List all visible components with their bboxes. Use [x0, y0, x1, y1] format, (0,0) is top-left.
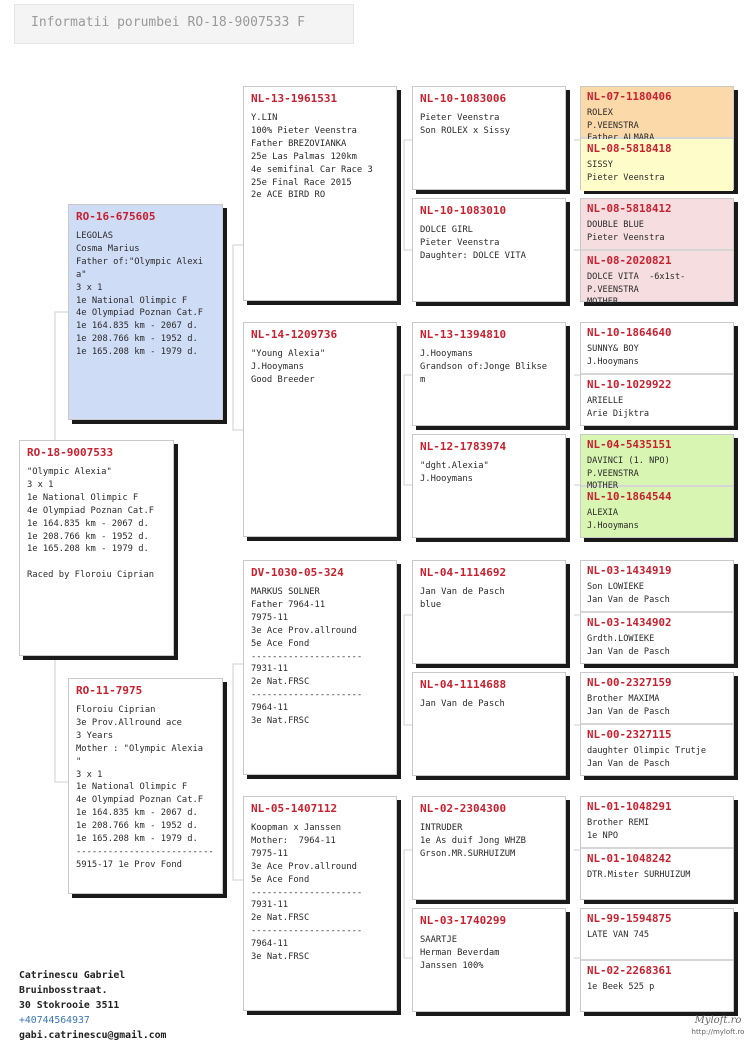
- pigeon-info: SAARTJE Herman Beverdam Janssen 100%: [420, 935, 500, 971]
- great-grandparent-card-6[interactable]: [412, 672, 566, 776]
- pigeon-info: LEGOLAS Cosma Marius Father of:"Olympic Alexi a" 3 x 1 1e National Olimpic F 4e Olympiad Poznan Cat.F 1e 164.835 km - 2067 d. 1e 208.766 km - 1952 d. 1e 165.208 km - 1979 d.: [76, 231, 204, 358]
- ring-number: NL-03-1740299: [420, 914, 507, 927]
- gg-pair-7: [580, 796, 734, 900]
- ring-number: NL-00-2327159: [587, 676, 672, 689]
- great-grandparent-card-1[interactable]: [412, 86, 566, 190]
- ring-number: NL-03-1434902: [587, 616, 672, 629]
- great-grandparent-card-7[interactable]: [412, 796, 566, 900]
- ring-number: NL-00-2327115: [587, 728, 672, 741]
- subject-pigeon-card[interactable]: [19, 440, 174, 656]
- ring-number: DV-1030-05-324: [251, 566, 344, 579]
- pigeon-info: DOLCE GIRL Pieter Veenstra Daughter: DOLCE VITA: [420, 225, 526, 261]
- gg-card-bottom[interactable]: [581, 613, 733, 665]
- gg-card-top[interactable]: [581, 199, 733, 251]
- logo-url: http://myloft.ro: [691, 1028, 745, 1036]
- pigeon-info: Jan Van de Pasch blue: [420, 587, 505, 610]
- owner-email[interactable]: gabi.catrinescu@gmail.com: [19, 1030, 167, 1041]
- gg-card-bottom[interactable]: [581, 375, 733, 427]
- ring-number: NL-10-1083010: [420, 204, 507, 217]
- logo-signature: Myloft.ro: [694, 1015, 742, 1026]
- gg-pair-5: [580, 560, 734, 664]
- ring-number: NL-10-1029922: [587, 378, 672, 391]
- pigeon-info: LATE VAN 745: [587, 930, 650, 940]
- pigeon-info: Pieter Veenstra Son ROLEX x Sissy: [420, 113, 511, 136]
- gg-card-top[interactable]: [581, 435, 733, 492]
- dam-card[interactable]: [68, 678, 223, 894]
- gg-card-top[interactable]: [581, 87, 733, 139]
- owner-name: Catrinescu Gabriel: [19, 970, 126, 981]
- pigeon-info: "Young Alexia" J.Hooymans Good Breeder: [251, 349, 326, 385]
- gg-pair-8: [580, 908, 734, 1012]
- ring-number: NL-10-1864544: [587, 490, 672, 503]
- gg-card-bottom[interactable]: [581, 251, 733, 308]
- ring-number: NL-13-1394810: [420, 328, 507, 341]
- ring-number: RO-11-7975: [76, 684, 143, 697]
- ring-number: NL-07-1180406: [587, 90, 672, 103]
- ring-number: NL-05-1407112: [251, 802, 338, 815]
- ring-number: NL-02-2268361: [587, 964, 672, 977]
- ring-number: NL-04-1114688: [420, 678, 507, 691]
- gg-card-bottom[interactable]: [581, 487, 733, 539]
- great-grandparent-card-2[interactable]: [412, 198, 566, 302]
- pigeon-info: ARIELLE Arie Dijktra: [587, 396, 650, 419]
- great-grandparent-card-5[interactable]: [412, 560, 566, 664]
- ring-number: NL-04-5435151: [587, 438, 672, 451]
- ring-number: NL-10-1864640: [587, 326, 672, 339]
- pigeon-info: MARKUS SOLNER Father 7964-11 7975-11 3e Ace Prov.allround 5e Ace Fond --------------------- 7931-11 2e Nat.FRSC --------------------- 7964-11 3e Nat.FRSC: [251, 587, 363, 727]
- pigeon-info: DAVINCI (1. NPO) P.VEENSTRA MOTHER: [587, 456, 670, 492]
- owner-phone[interactable]: +40744564937: [19, 1015, 90, 1026]
- pigeon-info: J.Hooymans Grandson of:Jonge Blikse m: [420, 349, 548, 385]
- pigeon-info: ROLEX P.VEENSTRA: [587, 108, 639, 131]
- great-grandparent-card-8[interactable]: [412, 908, 566, 1012]
- pigeon-info: daughter Olimpic Trutje Jan Van de Pasch: [587, 746, 706, 769]
- great-grandparent-card-3[interactable]: [412, 322, 566, 426]
- owner-info: [19, 968, 166, 1043]
- ring-number: NL-04-1114692: [420, 566, 507, 579]
- pigeon-info: Y.LIN 100% Pieter Veenstra Father BREZOVIANKA 25e Las Palmas 120km 4e semifinal Car Race 3 25e Final Race 2015 2e ACE BIRD RO: [251, 113, 373, 201]
- gg-card-top[interactable]: [581, 673, 733, 725]
- ring-number: NL-08-5818418: [587, 142, 672, 155]
- gg-pair-3: [580, 322, 734, 426]
- pigeon-info: "Olympic Alexia" 3 x 1 1e National Olimpic F 4e Olympiad Poznan Cat.F 1e 164.835 km - 2067 d. 1e 208.766 km - 1952 d. 1e 165.208 km - 1979 d. Raced by Floroiu Ciprian: [27, 467, 155, 581]
- ring-number: NL-02-2304300: [420, 802, 507, 815]
- gg-card-bottom[interactable]: [581, 139, 733, 191]
- ring-number: NL-14-1209736: [251, 328, 338, 341]
- pigeon-info: SUNNY& BOY J.Hooymans: [587, 344, 639, 367]
- grandparent-card-2[interactable]: [243, 322, 397, 537]
- myloft-logo[interactable]: [690, 1015, 746, 1037]
- ring-number: NL-12-1783974: [420, 440, 507, 453]
- grandparent-card-4[interactable]: [243, 796, 397, 1011]
- pigeon-info: DOUBLE BLUE Pieter Veenstra: [587, 220, 665, 243]
- grandparent-card-1[interactable]: [243, 86, 397, 301]
- pigeon-info: Son LOWIEKE Jan Van de Pasch: [587, 582, 670, 605]
- ring-number: NL-01-1048291: [587, 800, 672, 813]
- pigeon-info: DOLCE VITA -6x1st- P.VEENSTRA MOTHER: [587, 272, 686, 308]
- gg-card-bottom[interactable]: [581, 961, 733, 1013]
- sire-card[interactable]: [68, 204, 223, 420]
- pigeon-info: Koopman x Janssen Mother: 7964-11 7975-11 3e Ace Prov.allround 5e Ace Fond --------------------- 7931-11 2e Nat.FRSC --------------------- 7964-11 3e Nat.FRSC: [251, 823, 363, 963]
- pigeon-info: Jan Van de Pasch: [420, 699, 505, 709]
- pigeon-info: "dght.Alexia" J.Hooymans: [420, 461, 489, 484]
- pigeon-info: Floroiu Ciprian 3e Prov.Allround ace 3 Years Mother : "Olympic Alexia " 3 x 1 1e National Olimpic F 4e Olympiad Poznan Cat.F 1e 164.835 km - 2067 d. 1e 208.766 km - 1952 d. 1e 165.208 km - 1979 d. -------------------------- 5915-17 1e Prov Fond: [76, 705, 214, 870]
- pigeon-info: 1e Beek 525 p: [587, 982, 655, 992]
- gg-card-bottom[interactable]: [581, 849, 733, 901]
- ring-number: RO-18-9007533: [27, 446, 114, 459]
- ring-number: NL-08-5818412: [587, 202, 672, 215]
- gg-card-top[interactable]: [581, 909, 733, 961]
- gg-card-top[interactable]: [581, 797, 733, 849]
- gg-card-bottom[interactable]: [581, 725, 733, 777]
- ring-number: NL-10-1083006: [420, 92, 507, 105]
- ring-number: NL-03-1434919: [587, 564, 672, 577]
- pigeon-info: INTRUDER 1e As duif Jong WHZB Grson.MR.SURHUIZUM: [420, 823, 526, 859]
- pigeon-info: DTR.Mister SURHUIZUM: [587, 870, 691, 880]
- pigeon-info: Grdth.LOWIEKE Jan Van de Pasch: [587, 634, 670, 657]
- owner-city: 30 Stokrooie 3511: [19, 1000, 120, 1011]
- gg-pair-2: [580, 198, 734, 308]
- gg-pair-6: [580, 672, 734, 776]
- ring-number: RO-16-675605: [76, 210, 156, 223]
- pigeon-info: Brother MAXIMA Jan Van de Pasch: [587, 694, 670, 717]
- ring-number: NL-99-1594875: [587, 912, 672, 925]
- pigeon-info: SISSY Pieter Veenstra: [587, 160, 665, 183]
- grandparent-card-3[interactable]: [243, 560, 397, 775]
- page-header: Informatii porumbei RO-18-9007533 F: [14, 4, 354, 44]
- ring-number: NL-13-1961531: [251, 92, 338, 105]
- gg-card-top[interactable]: [581, 561, 733, 613]
- gg-card-top[interactable]: [581, 323, 733, 375]
- pigeon-info: Brother REMI 1e NPO: [587, 818, 650, 841]
- ring-number: NL-01-1048242: [587, 852, 672, 865]
- owner-street: Bruinbosstraat.: [19, 985, 108, 996]
- gg-pair-1: [580, 86, 734, 190]
- pigeon-info: ALEXIA J.Hooymans: [587, 508, 639, 531]
- great-grandparent-card-4[interactable]: [412, 434, 566, 538]
- ring-number: NL-08-2020821: [587, 254, 672, 267]
- gg-pair-4: [580, 434, 734, 538]
